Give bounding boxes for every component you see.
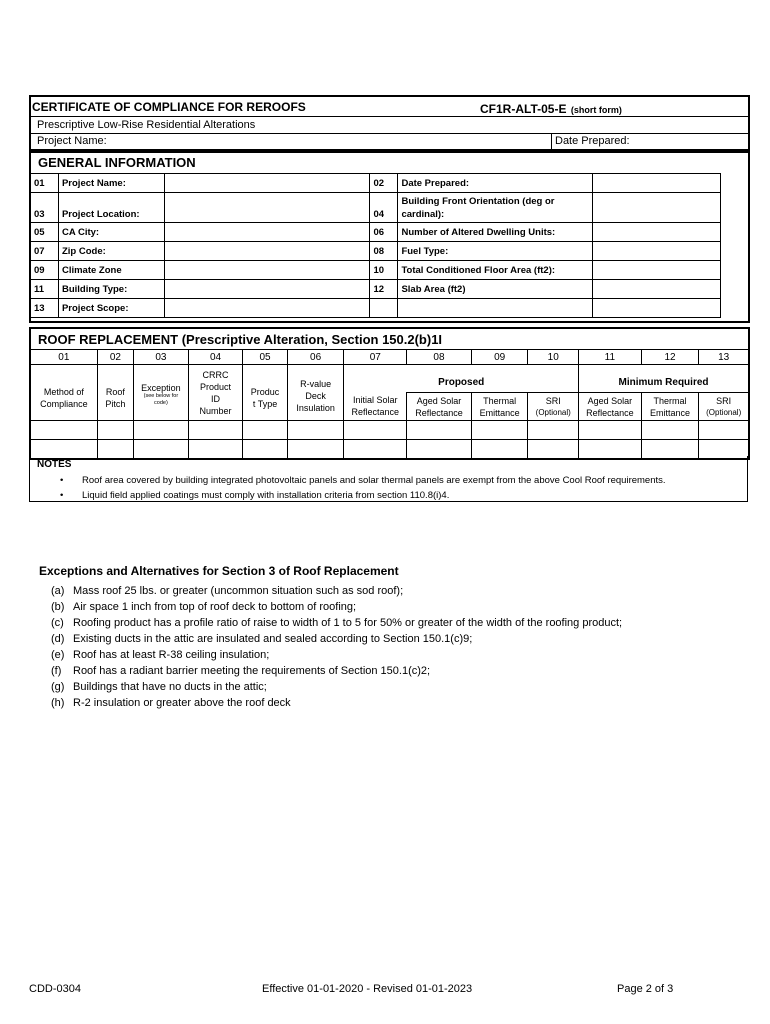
exception-letter: (h)	[51, 697, 65, 709]
col-header	[344, 393, 407, 421]
project-location-input[interactable]	[164, 193, 370, 223]
header-line: t Type	[252, 398, 278, 409]
project-name-label: Project Name:	[37, 135, 107, 147]
exception-item	[39, 583, 739, 599]
row-num: 13	[31, 299, 59, 318]
exception-item	[39, 695, 739, 711]
header-line: SRI	[716, 395, 732, 406]
header-line: code)	[154, 399, 168, 406]
exception-letter: (b)	[51, 601, 65, 613]
col-header	[243, 365, 287, 421]
exception-text: R-2 insulation or greater above the roof deck	[73, 697, 291, 709]
row-num: 02	[370, 174, 398, 193]
empty-cell	[370, 299, 398, 318]
col-num: 09	[471, 350, 528, 365]
header-line: Method of	[43, 386, 84, 397]
header-line: Number	[199, 405, 232, 416]
field-label: Fuel Type:	[398, 242, 593, 261]
table-cell[interactable]	[641, 421, 699, 440]
col-num: 01	[31, 350, 98, 365]
field-label: CA City:	[58, 223, 164, 242]
header-line: Roof	[105, 386, 125, 397]
spacer	[720, 193, 748, 223]
spacer	[720, 242, 748, 261]
col-header	[579, 393, 642, 421]
header-line: Product	[200, 381, 232, 392]
general-info-section	[29, 149, 750, 323]
exception-item	[39, 599, 739, 615]
dwelling-units-input[interactable]	[593, 223, 721, 242]
spacer	[720, 223, 748, 242]
project-name-input[interactable]	[164, 174, 370, 193]
header-line: Thermal	[483, 395, 517, 406]
exception-text: Existing ducts in the attic are insulated and sealed according to Section 150.1(c)9;	[73, 633, 473, 645]
general-info-table	[30, 173, 749, 318]
exception-item	[39, 663, 739, 679]
orientation-label-line2: cardinal):	[401, 208, 445, 220]
row-num: 07	[31, 242, 59, 261]
spacer	[720, 261, 748, 280]
footer-form-code: CDD-0304	[29, 983, 81, 995]
fuel-type-input[interactable]	[593, 242, 721, 261]
exception-text: Buildings that have no ducts in the attic;	[73, 681, 267, 693]
notes-list	[30, 473, 770, 503]
table-cell[interactable]	[407, 421, 472, 440]
climate-zone-input[interactable]	[164, 261, 370, 280]
header-line: Emittance	[650, 407, 691, 418]
form-subtitle: Prescriptive Low-Rise Residential Alterations	[37, 119, 256, 131]
header-line: Aged Solar	[416, 395, 462, 406]
exception-letter: (f)	[51, 665, 62, 677]
row-num: 08	[370, 242, 398, 261]
col-header	[134, 365, 189, 421]
row-num: 11	[31, 280, 59, 299]
exception-text: Roofing product has a profile ratio of raise to width of 1 to 5 for 50% or greater of the width of the roofing product;	[73, 617, 623, 629]
exception-text: Roof has a radiant barrier meeting the requirements of Section 150.1(c)2;	[73, 665, 431, 677]
field-label: Number of Altered Dwelling Units:	[398, 223, 593, 242]
field-label: Building Type:	[58, 280, 164, 299]
spacer	[720, 299, 748, 318]
header-line: ID	[211, 393, 221, 404]
row-num: 10	[370, 261, 398, 280]
footer-effective-date: Effective 01-01-2020 - Revised 01-01-2023	[262, 983, 473, 995]
header-line: CRRC	[202, 369, 229, 380]
col-header	[699, 393, 749, 421]
empty-cell	[593, 299, 721, 318]
date-prepared-label: Date Prepared:	[555, 135, 630, 147]
row-num: 01	[31, 174, 59, 193]
col-num: 02	[97, 350, 133, 365]
divider	[31, 116, 748, 117]
spacer	[720, 280, 748, 299]
table-cell[interactable]	[134, 421, 189, 440]
field-label: Zip Code:	[58, 242, 164, 261]
field-label: Project Location:	[58, 193, 164, 223]
col-num: 03	[134, 350, 189, 365]
ca-city-input[interactable]	[164, 223, 370, 242]
header-line: Pitch	[105, 398, 126, 409]
header-line: (see below for	[143, 392, 179, 399]
empty-cell	[398, 299, 593, 318]
notes-section	[29, 456, 748, 502]
col-num: 08	[407, 350, 472, 365]
header-line: Insulation	[296, 402, 335, 413]
col-header	[641, 393, 699, 421]
header-line: Thermal	[653, 395, 687, 406]
exception-item	[39, 631, 739, 647]
field-label: Total Conditioned Floor Area (ft2):	[398, 261, 593, 280]
col-num: 07	[344, 350, 407, 365]
row-num: 06	[370, 223, 398, 242]
col-num: 04	[188, 350, 243, 365]
field-label	[398, 193, 593, 223]
general-info-title: GENERAL INFORMATION	[38, 155, 196, 170]
table-row	[31, 421, 749, 440]
header-line: Compliance	[40, 398, 88, 409]
exception-item	[39, 615, 739, 631]
note-item: • Roof area covered by building integrated photovoltaic panels and solar thermal panels are exempt from the above Cool Roof requirements.	[82, 473, 770, 488]
header-line: Produc	[250, 386, 280, 397]
col-num: 11	[579, 350, 642, 365]
exception-letter: (g)	[51, 681, 65, 693]
row-num: 04	[370, 193, 398, 223]
col-num: 05	[243, 350, 287, 365]
field-label: Project Scope:	[58, 299, 164, 318]
col-header	[188, 365, 243, 421]
slab-area-input[interactable]	[593, 280, 721, 299]
table-cell[interactable]	[188, 421, 243, 440]
exception-letter: (d)	[51, 633, 65, 645]
header-line: SRI	[545, 395, 561, 406]
col-num: 06	[287, 350, 344, 365]
header-line: Aged Solar	[587, 395, 633, 406]
exception-letter: (c)	[51, 617, 64, 629]
orientation-label-line1: Building Front Orientation (deg or	[401, 195, 555, 207]
building-type-input[interactable]	[164, 280, 370, 299]
field-label: Date Prepared:	[398, 174, 593, 193]
proposed-header: Proposed	[344, 365, 579, 393]
col-num: 13	[699, 350, 749, 365]
exception-item	[39, 647, 739, 663]
header-line: R-value	[300, 378, 332, 389]
exceptions-title: Exceptions and Alternatives for Section 3 of Roof Replacement	[39, 564, 399, 578]
table-cell[interactable]	[287, 421, 344, 440]
col-header	[407, 393, 472, 421]
header-line: Deck	[305, 390, 326, 401]
row-num: 12	[370, 280, 398, 299]
divider	[551, 133, 552, 149]
zip-code-input[interactable]	[164, 242, 370, 261]
table-cell[interactable]	[699, 421, 749, 440]
col-header	[31, 365, 98, 421]
roof-replacement-section	[29, 327, 750, 460]
table-cell[interactable]	[471, 421, 528, 440]
roof-section-title: ROOF REPLACEMENT (Prescriptive Alteration, Section 150.2(b)1I	[38, 332, 443, 347]
exception-text: Mass roof 25 lbs. or greater (uncommon situation such as sod roof);	[73, 585, 404, 597]
header-line: Emittance	[479, 407, 520, 418]
header-line: Reflectance	[351, 407, 400, 418]
floor-area-input[interactable]	[593, 261, 721, 280]
col-num: 10	[528, 350, 579, 365]
spacer	[720, 174, 748, 193]
table-cell[interactable]	[579, 421, 642, 440]
header-line: Initial Solar	[353, 395, 398, 406]
exception-letter: (e)	[51, 649, 65, 661]
notes-title: NOTES	[37, 459, 72, 470]
col-header	[287, 365, 344, 421]
form-id-code: CF1R-ALT-05-E	[480, 102, 567, 116]
form-title: CERTIFICATE OF COMPLIANCE FOR REROOFS	[32, 100, 306, 114]
exception-text: Air space 1 inch from top of roof deck to bottom of roofing;	[73, 601, 357, 613]
form-header	[29, 95, 750, 153]
header-line: Reflectance	[586, 407, 634, 418]
project-scope-input[interactable]	[164, 299, 370, 318]
date-prepared-input[interactable]	[593, 174, 721, 193]
form-id-note: (short form)	[570, 105, 622, 115]
exceptions-list	[39, 583, 739, 711]
row-num: 05	[31, 223, 59, 242]
orientation-input[interactable]	[593, 193, 721, 223]
exception-item	[39, 679, 739, 695]
table-cell[interactable]	[31, 421, 98, 440]
table-cell[interactable]	[528, 421, 579, 440]
note-item: • Liquid field applied coatings must comply with installation criteria from section 110.8(i)4.	[82, 488, 770, 503]
header-line: (Optional)	[706, 407, 742, 417]
exception-text: Roof has at least R-38 ceiling insulation;	[73, 649, 270, 661]
minimum-header: Minimum Required	[579, 365, 749, 393]
header-line: Reflectance	[415, 407, 463, 418]
header-line: Exception	[141, 382, 181, 393]
col-header	[97, 365, 133, 421]
row-num: 09	[31, 261, 59, 280]
header-line: (Optional)	[535, 407, 571, 417]
col-header	[471, 393, 528, 421]
exception-letter: (a)	[51, 585, 65, 597]
col-header	[528, 393, 579, 421]
table-cell[interactable]	[97, 421, 133, 440]
table-cell[interactable]	[243, 421, 287, 440]
roof-table	[30, 349, 749, 460]
col-num: 12	[641, 350, 699, 365]
footer-page-number: Page 2 of 3	[617, 983, 674, 995]
divider	[31, 133, 748, 134]
row-num: 03	[31, 193, 59, 223]
table-cell[interactable]	[344, 421, 407, 440]
field-label: Project Name:	[58, 174, 164, 193]
field-label: Climate Zone	[58, 261, 164, 280]
field-label: Slab Area (ft2)	[398, 280, 593, 299]
